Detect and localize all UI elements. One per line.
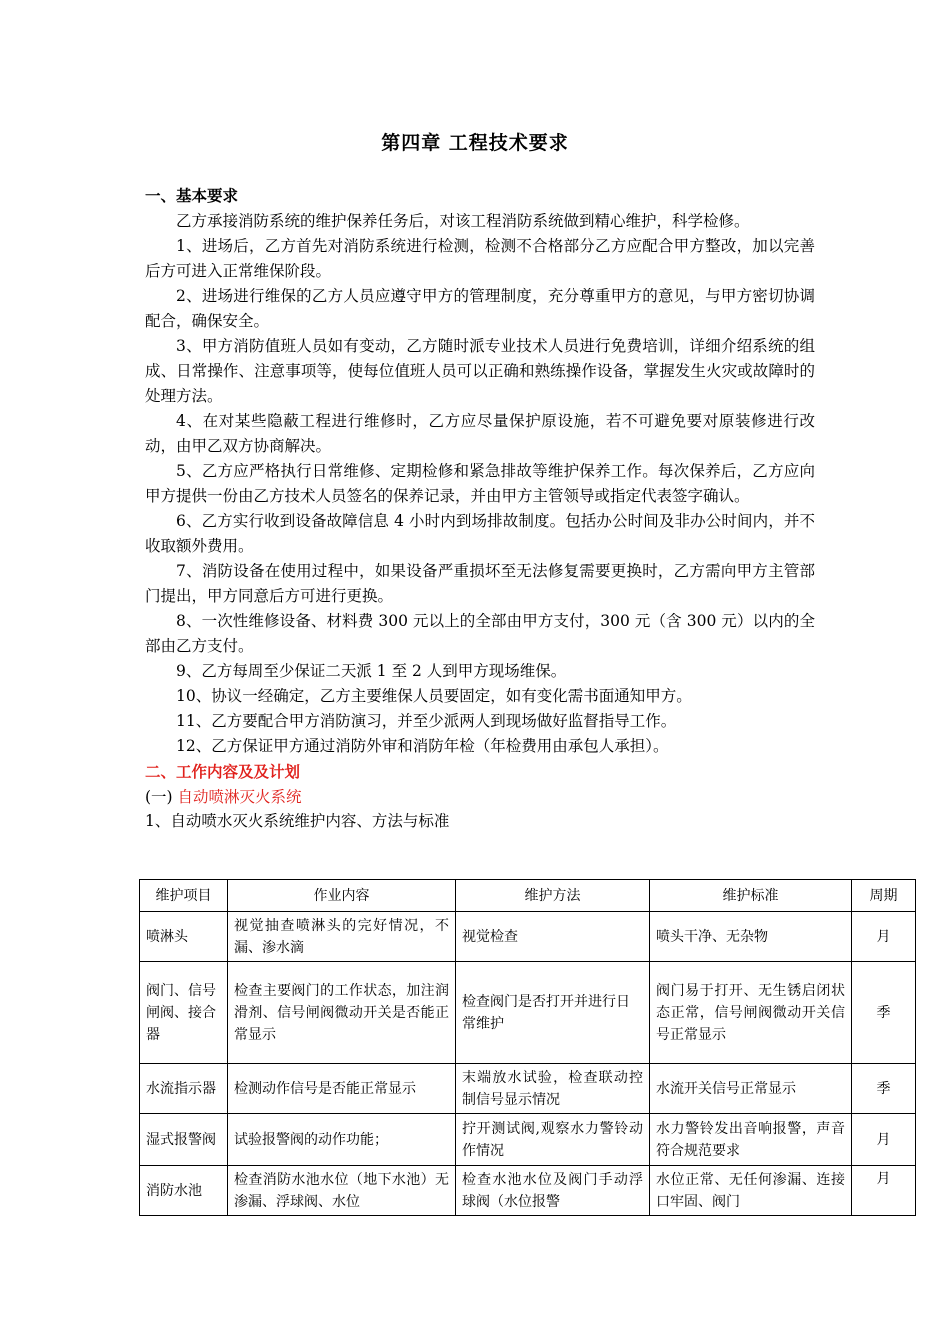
table-cell: 视觉检查 [456,912,650,962]
table-header-cell: 周期 [852,880,916,912]
requirement-item: 11、乙方要配合甲方消防演习，并至少派两人到现场做好监督指导工作。 [176,712,677,730]
table-cell: 阀门易于打开、无生锈启闭状态正常，信号闸阀微动开关信号正常显示 [650,962,852,1064]
requirement-item: 9、乙方每周至少保证二天派 1 至 2 人到甲方现场维保。 [176,662,567,680]
table-cell: 视觉抽查喷淋头的完好情况，不漏、渗水滴 [228,912,456,962]
table-cell: 拧开测试阀,观察水力警铃动作情况 [456,1114,650,1166]
table-cell: 喷头干净、无杂物 [650,912,852,962]
requirement-item: 8、一次性维修设备、材料费 300 元以上的全部由甲方支付，300 元（含 300 元）以内的全部由乙方支付。 [145,612,815,655]
table-cell: 喷淋头 [140,912,228,962]
section-heading-basic: 一、基本要求 [145,187,239,205]
table-row [140,1114,916,1166]
table-cell: 月 [852,1114,916,1166]
intro-paragraph: 乙方承接消防系统的维护保养任务后，对该工程消防系统做到精心维护，科学检修。 [176,212,750,230]
table-header-cell: 维护标准 [650,880,852,912]
table-header-cell: 维护项目 [140,880,228,912]
table-cell: 季 [852,1064,916,1114]
table-row [140,912,916,962]
subsection-title: 自动喷淋灭火系统 [177,788,302,806]
requirement-item: 5、乙方应严格执行日常维修、定期检修和紧急排故等维护保养工作。每次保养后，乙方应向甲方提供一份由乙方技术人员签名的保养记录，并由甲方主管领导或指定代表签字确认。 [145,462,815,505]
table-row [140,962,916,1064]
table-header-cell: 作业内容 [228,880,456,912]
table-cell: 检查阀门是否打开并进行日常维护 [456,962,650,1064]
table-cell: 水力警铃发出音响报警，声音符合规范要求 [650,1114,852,1166]
requirement-item: 4、在对某些隐蔽工程进行维修时，乙方应尽量保护原设施，若不可避免要对原装修进行改动，由甲乙双方协商解决。 [145,412,815,455]
section-heading-work: 二、工作内容及及计划 [145,763,301,781]
table-cell: 检查消防水池水位（地下水池）无渗漏、浮球阀、水位 [228,1166,456,1216]
requirement-item: 2、进场进行维保的乙方人员应遵守甲方的管理制度，充分尊重甲方的意见，与甲方密切协调配合，确保安全。 [145,287,815,330]
table-cell: 湿式报警阀 [140,1114,228,1166]
table-header-cell: 维护方法 [456,880,650,912]
chapter-title: 第四章 工程技术要求 [381,132,569,154]
table-row [140,1064,916,1114]
table-header-row [140,880,916,912]
maintenance-table [139,879,916,1216]
table-cell: 检测动作信号是否能正常显示 [228,1064,456,1114]
table-caption: 1、自动喷水灭火系统维护内容、方法与标准 [145,812,450,830]
table-cell: 水流开关信号正常显示 [650,1064,852,1114]
table-cell: 月 [852,1166,916,1216]
table-cell: 检查水池水位及阀门手动浮球阀（水位报警 [456,1166,650,1216]
table-cell: 消防水池 [140,1166,228,1216]
table-cell: 检查主要阀门的工作状态，加注润滑剂、信号闸阀微动开关是否能正常显示 [228,962,456,1064]
requirement-item: 10、协议一经确定，乙方主要维保人员要固定，如有变化需书面通知甲方。 [176,687,692,705]
requirement-item: 7、消防设备在使用过程中，如果设备严重损坏至无法修复需要更换时，乙方需向甲方主管部门提出，甲方同意后方可进行更换。 [145,562,815,605]
table-cell: 阀门、信号闸阀、接合器 [140,962,228,1064]
table-cell: 水流指示器 [140,1064,228,1114]
table-cell: 季 [852,962,916,1064]
subsection-heading [145,785,815,809]
body-content [145,183,815,833]
table-cell: 试验报警阀的动作功能； [228,1114,456,1166]
requirement-item: 6、乙方实行收到设备故障信息 4 小时内到场排故制度。包括办公时间及非办公时间内，并不收取额外费用。 [145,512,815,555]
requirement-item: 3、甲方消防值班人员如有变动，乙方随时派专业技术人员进行免费培训，详细介绍系统的组成、日常操作、注意事项等，使每位值班人员可以正确和熟练操作设备，掌握发生火灾或故障时的处理方法。 [145,337,815,405]
subsection-number: (一) [145,788,173,806]
requirement-item: 12、乙方保证甲方通过消防外审和消防年检（年检费用由承包人承担）。 [176,737,669,755]
table-row [140,1166,916,1216]
table-cell: 末端放水试验，检查联动控制信号显示情况 [456,1064,650,1114]
table-cell: 水位正常、无任何渗漏、连接口牢固、阀门 [650,1166,852,1216]
requirement-item: 1、进场后，乙方首先对消防系统进行检测，检测不合格部分乙方应配合甲方整改，加以完善后方可进入正常维保阶段。 [145,237,815,280]
table-cell: 月 [852,912,916,962]
